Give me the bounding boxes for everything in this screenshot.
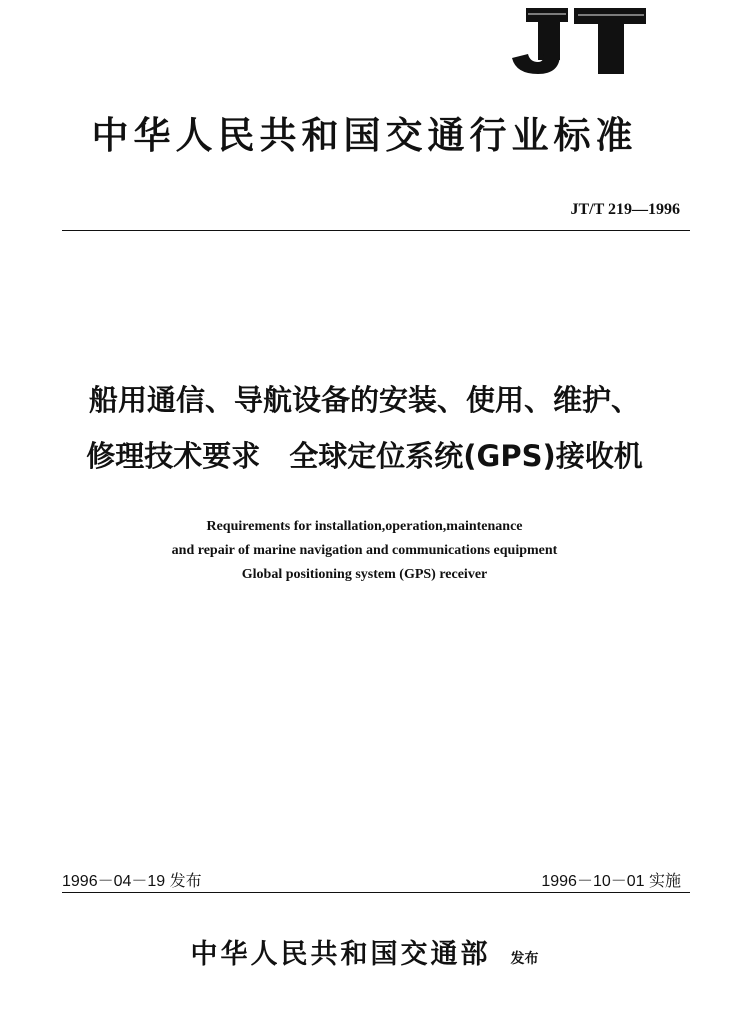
jt-logo bbox=[498, 4, 648, 76]
publisher-line bbox=[0, 932, 729, 971]
top-divider bbox=[62, 230, 690, 231]
publisher-name: 中华人民共和国交通部 bbox=[190, 939, 491, 970]
issue-date: 1996－04－19 发布 bbox=[62, 873, 202, 890]
chinese-title-line-1: 船用通信、导航设备的安装、使用、维护、 bbox=[88, 383, 640, 417]
standard-category-title: 中华人民共和国交通行业标准 bbox=[91, 113, 638, 157]
chinese-title-line-2: 修理技术要求 全球定位系统(GPS)接收机 bbox=[86, 439, 643, 473]
jt-logo-graphic bbox=[498, 4, 648, 76]
implementation-date: 1996－10－01 实施 bbox=[541, 873, 681, 890]
standard-number: JT/T 219—1996 bbox=[570, 201, 680, 218]
english-title-line-1: Requirements for installation,operation,maintenance bbox=[206, 519, 523, 534]
english-title-line-2: and repair of marine navigation and communications equipment bbox=[171, 543, 558, 558]
publisher-suffix: 发布 bbox=[510, 951, 539, 967]
bottom-divider bbox=[62, 892, 690, 893]
english-title-line-3: Global positioning system (GPS) receiver bbox=[241, 567, 488, 582]
